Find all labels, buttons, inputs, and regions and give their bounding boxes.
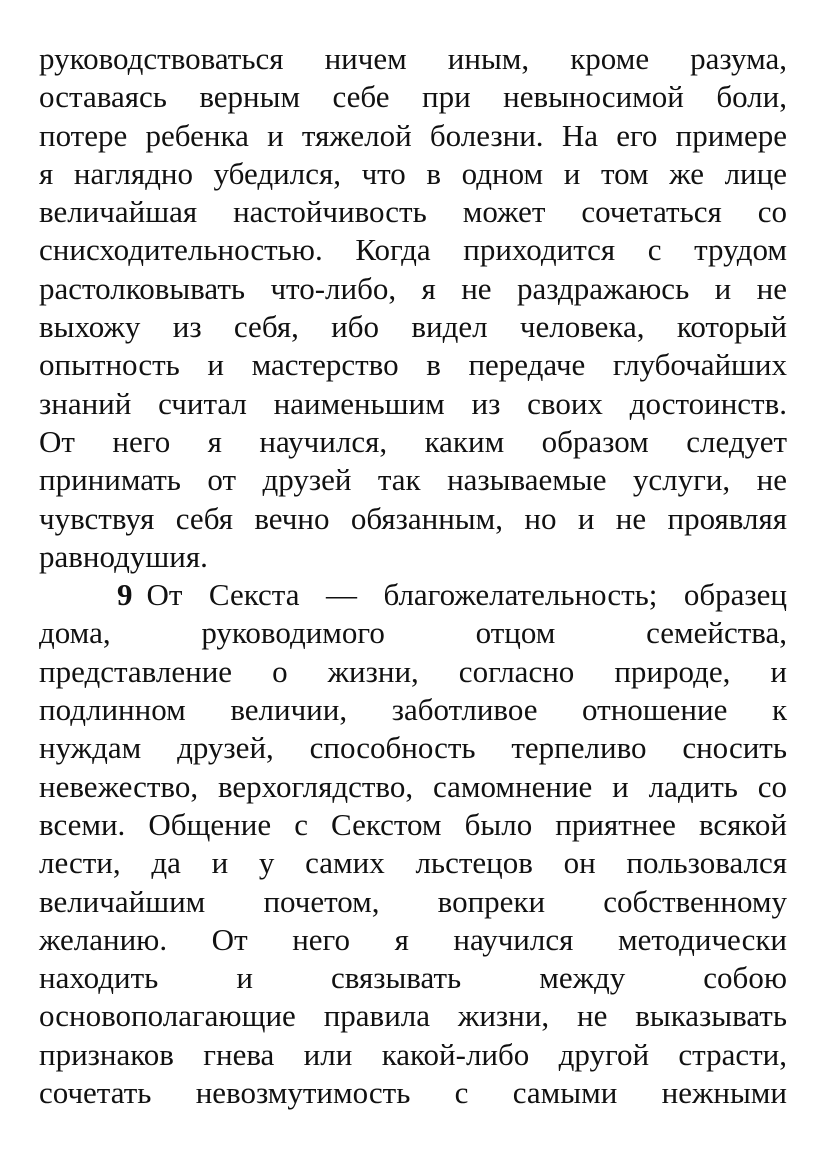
text-line: лести, да и у самих льстецов он пользовался	[39, 845, 787, 881]
text-line: опытность и мастерство в передаче глубочайших	[39, 347, 787, 383]
text-line: невежество, верхоглядство, самомнение и ладить со	[39, 768, 787, 804]
text-line: величайшая настойчивость может сочетаться со	[39, 194, 787, 230]
text-line: снисходительностью. Когда приходится с трудом	[39, 232, 787, 268]
text-line: подлинном величии, заботливое отношение к	[39, 692, 787, 728]
text-line: принимать от друзей так называемые услуги, не	[39, 462, 787, 498]
text-line: желанию. От него я научился методически	[39, 921, 787, 957]
text-line: нуждам друзей, способность терпеливо сносить	[39, 730, 787, 766]
text-line: растолковывать что-либо, я не раздражаюсь и не	[39, 270, 787, 306]
text-line: потере ребенка и тяжелой болезни. На его примере	[39, 117, 787, 153]
text-line: оставаясь верным себе при невыносимой боли,	[39, 79, 787, 115]
paragraph-number: 9	[117, 577, 133, 613]
paragraph-continued	[39, 40, 787, 576]
text-line-first	[39, 576, 787, 614]
text-line: величайшим почетом, вопреки собственному	[39, 883, 787, 919]
text-line: находить и связывать между собою	[39, 960, 787, 996]
text-line: выхожу из себя, ибо видел человека, который	[39, 309, 787, 345]
text-line-content: От Секста — благожелательность; образец	[146, 577, 787, 613]
text-line: всеми. Общение с Секстом было приятнее всякой	[39, 806, 787, 842]
text-line: знаний считал наименьшим из своих достоинств.	[39, 385, 787, 421]
text-line: дома, руководимого отцом семейства,	[39, 615, 787, 651]
text-line: я наглядно убедился, что в одном и том же лице	[39, 155, 787, 191]
text-line: основополагающие правила жизни, не выказывать	[39, 998, 787, 1034]
text-line: равнодушия.	[39, 538, 208, 574]
text-line: представление о жизни, согласно природе, и	[39, 653, 787, 689]
document-page	[39, 40, 787, 1112]
text-line: руководствоваться ничем иным, кроме разума,	[39, 41, 787, 76]
text-line: сочетать невозмутимость с самыми нежными	[39, 1075, 787, 1111]
paragraph-9	[39, 576, 787, 1112]
text-line: признаков гнева или какой-либо другой страсти,	[39, 1036, 787, 1072]
text-line: От него я научился, каким образом следует	[39, 423, 787, 459]
text-line: чувствуя себя вечно обязанным, но и не проявляя	[39, 500, 787, 536]
